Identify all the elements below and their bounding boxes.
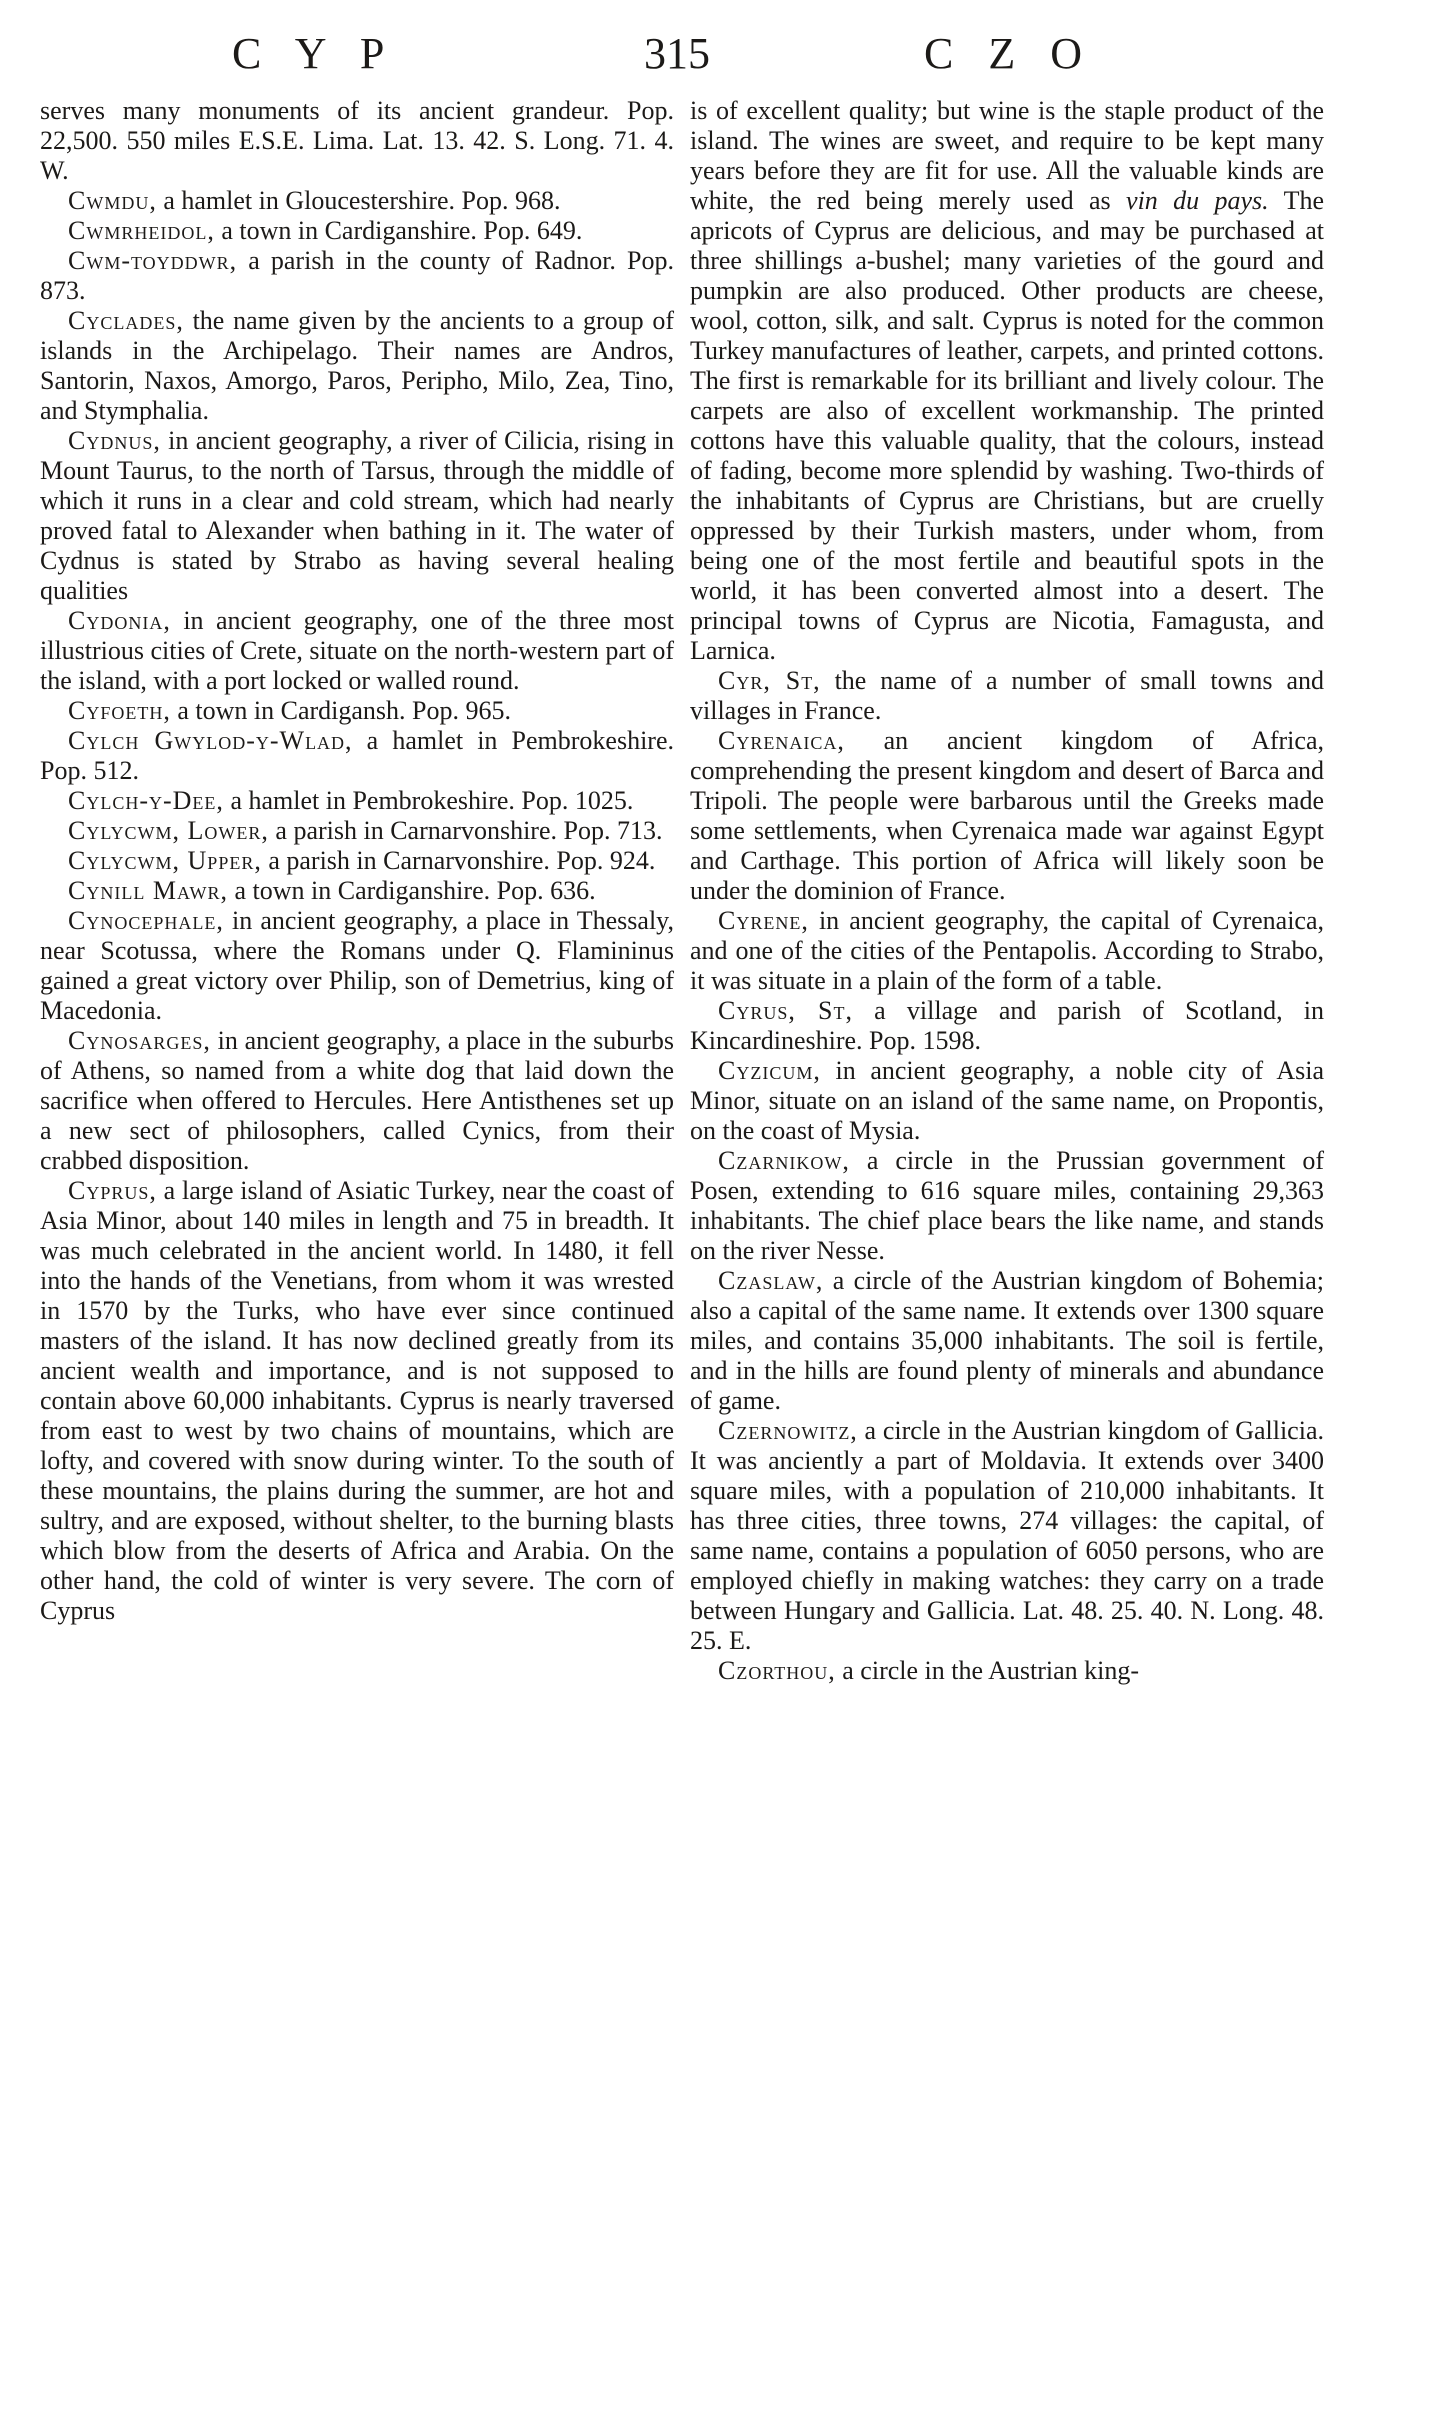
- entry-cwmrheidol: [40, 216, 674, 246]
- headword: Cynosarges,: [68, 1026, 211, 1055]
- italic-phrase: vin du pays.: [1126, 186, 1269, 215]
- headword: Cyrene,: [718, 906, 809, 935]
- headword: Czernowitz,: [718, 1416, 858, 1445]
- headword: Cwmrheidol,: [68, 216, 215, 245]
- entry-text: an ancient kingdom of Africa, comprehending the present kingdom and desert of Barca and Tripoli. The people were barbarous until the Greeks made some settlements, when Cyrenaica made war against Egypt and Carthage. This portion of Africa will likely soon be under the dominion of France.: [690, 726, 1324, 905]
- entry-text: a hamlet in Pembrokeshire. Pop. 512.: [40, 726, 674, 785]
- entry-continuation: [40, 96, 674, 186]
- entry-cynosarges: [40, 1026, 674, 1176]
- entry-text: a circle in the Prussian government of Posen, extending to 616 square miles, containing 29,363 inhabitants. The chief place bears the like name, and stands on the river Nesse.: [690, 1146, 1324, 1265]
- headword: Cylycwm, Lower,: [68, 816, 269, 845]
- entry-cylycwm-upper: [40, 846, 674, 876]
- entry-cydnus: [40, 426, 674, 606]
- headword: Cwm-toyddwr,: [68, 246, 238, 275]
- headword: Cylch-y-Dee,: [68, 786, 224, 815]
- entry-cyzicum: [690, 1056, 1324, 1146]
- entry-cyfoeth: [40, 696, 674, 726]
- running-head: [0, 28, 1436, 88]
- entry-text: serves many monuments of its ancient grandeur. Pop. 22,500. 550 miles E.S.E. Lima. Lat. 13. 42. S. Long. 71. 4. W.: [40, 96, 674, 185]
- entry-cwmdu: [40, 186, 674, 216]
- entry-cyclades: [40, 306, 674, 426]
- entry-text: a parish in the county of Radnor. Pop. 873.: [40, 246, 674, 305]
- headword: Cyrus, St,: [718, 996, 853, 1025]
- headword: Cylch Gwylod-y-Wlad,: [68, 726, 353, 755]
- headword: Cydonia,: [68, 606, 171, 635]
- headword: Czorthou,: [718, 1656, 836, 1685]
- entry-text: in ancient geography, a river of Cilicia, rising in Mount Taurus, to the north of Tarsus, through the middle of which it runs in a clear and cold stream, which had nearly proved fatal to Alexander when bathing in it. The water of Cydnus is stated by Strabo as having several healing qualities: [40, 426, 674, 605]
- entry-text: a town in Cardigansh. Pop. 965.: [170, 696, 511, 725]
- entry-text: a town in Cardiganshire. Pop. 636.: [228, 876, 596, 905]
- entry-cyr-st: [690, 666, 1324, 726]
- right-column: [690, 96, 1324, 1686]
- headword: Cynill Mawr,: [68, 876, 228, 905]
- entry-cyrene: [690, 906, 1324, 996]
- entry-text: a circle in the Austrian king-: [835, 1656, 1140, 1685]
- entry-czorthou: [690, 1656, 1324, 1686]
- entry-cylycwm-lower: [40, 816, 674, 846]
- entry-text: in ancient geography, one of the three most illustrious cities of Crete, situate on the north-western part of the island, with a port locked or walled round.: [40, 606, 674, 695]
- entry-text: the name of a number of small towns and villages in France.: [690, 666, 1324, 725]
- entry-text: a parish in Carnarvonshire. Pop. 713.: [268, 816, 663, 845]
- left-column: [40, 96, 674, 1626]
- headword: Cyprus,: [68, 1176, 157, 1205]
- entry-cyprus-continued: [690, 96, 1324, 666]
- headword: Czaslaw,: [718, 1266, 824, 1295]
- entry-text: in ancient geography, a noble city of Asia Minor, situate on an island of the same name, on Propontis, on the coast of Mysia.: [690, 1056, 1324, 1145]
- entry-text: a village and parish of Scotland, in Kincardineshire. Pop. 1598.: [690, 996, 1324, 1055]
- running-head-right: C Z O: [924, 29, 1082, 78]
- headword: Czarnikow,: [718, 1146, 850, 1175]
- entry-text: a circle in the Austrian kingdom of Gallicia. It was anciently a part of Moldavia. It extends over 3400 square miles, with a population of 210,000 inhabitants. It has three cities, three towns, 274 villages: the capital, of same name, contains a population of 6050 persons, who are employed chiefly in making watches: they carry on a trade between Hungary and Gallicia. Lat. 48. 25. 40. N. Long. 48. 25. E.: [690, 1416, 1324, 1655]
- entry-cynocephale: [40, 906, 674, 1026]
- entry-text: a circle of the Austrian kingdom of Bohemia; also a capital of the same name. It extends over 1300 square miles, and contains 35,000 inhabitants. The soil is fertile, and in the hills are found plenty of minerals and abundance of game.: [690, 1266, 1324, 1415]
- running-head-left: C Y P: [232, 29, 385, 78]
- headword: Cyfoeth,: [68, 696, 171, 725]
- entry-text: is of excellent quality; but wine is the staple product of the island. The wines are sweet, and require to be kept many years before they are fit for use. All the valuable kinds are white, the red being merely used as: [690, 96, 1324, 215]
- entry-text: a hamlet in Pembrokeshire. Pop. 1025.: [223, 786, 634, 815]
- entry-cylch-gwylod: [40, 726, 674, 786]
- headword: Cydnus,: [68, 426, 161, 455]
- entry-text: a parish in Carnarvonshire. Pop. 924.: [261, 846, 656, 875]
- headword: Cynocephale,: [68, 906, 224, 935]
- headword: Cylycwm, Upper,: [68, 846, 262, 875]
- entry-cydonia: [40, 606, 674, 696]
- headword: Cwmdu,: [68, 186, 157, 215]
- entry-cyrenaica: [690, 726, 1324, 906]
- headword: Cyclades,: [68, 306, 184, 335]
- entry-cyprus: [40, 1176, 674, 1626]
- entry-czarnikow: [690, 1146, 1324, 1266]
- entry-text: a hamlet in Gloucestershire. Pop. 968.: [156, 186, 561, 215]
- entry-text: a town in Cardiganshire. Pop. 649.: [214, 216, 583, 245]
- headword: Cyrenaica,: [718, 726, 845, 755]
- entry-cylch-y-dee: [40, 786, 674, 816]
- entry-text: in ancient geography, the capital of Cyrenaica, and one of the cities of the Pentapolis. According to Strabo, it was situate in a plain of the form of a table.: [690, 906, 1324, 995]
- entry-text: the name given by the ancients to a group of islands in the Archipelago. Their names are Andros, Santorin, Naxos, Amorgo, Paros, Peripho, Milo, Zea, Tino, and Stymphalia.: [40, 306, 674, 425]
- entry-czaslaw: [690, 1266, 1324, 1416]
- entry-cyrus-st: [690, 996, 1324, 1056]
- entry-text-after: The apricots of Cyprus are delicious, and may be purchased at three shillings a-bushel; many varieties of the gourd and pumpkin are also produced. Other products are cheese, wool, cotton, silk, and salt. Cyprus is noted for the common Turkey manufactures of leather, carpets, and printed cottons. The first is remarkable for its brilliant and lively colour. The carpets are also of excellent workmanship. The printed cottons have this valuable quality, that the colours, instead of fading, become more splendid by washing. Two-thirds of the inhabitants of Cyprus are Christians, but are cruelly oppressed by their Turkish masters, under whom, from being one of the most fertile and beautiful spots in the world, it has been converted almost into a desert. The principal towns of Cyprus are Nicotia, Famagusta, and Larnica.: [690, 186, 1325, 665]
- headword: Cyzicum,: [718, 1056, 821, 1085]
- entry-text: a large island of Asiatic Turkey, near the coast of Asia Minor, about 140 miles in length and 75 in breadth. It was much celebrated in the ancient world. In 1480, it fell into the hands of the Venetians, from whom it was wrested in 1570 by the Turks, who have ever since continued masters of the island. It has now declined greatly from its ancient wealth and importance, and is not supposed to contain above 60,000 inhabitants. Cyprus is nearly traversed from east to west by two chains of mountains, which are lofty, and covered with snow during winter. To the south of these mountains, the plains during the summer, are hot and sultry, and are exposed, without shelter, to the burning blasts which blow from the deserts of Africa and Arabia. On the other hand, the cold of winter is very severe. The corn of Cyprus: [40, 1176, 674, 1625]
- page-number: 315: [644, 29, 710, 78]
- entry-cynill-mawr: [40, 876, 674, 906]
- entry-cwm-toyddwr: [40, 246, 674, 306]
- entry-text: in ancient geography, a place in the suburbs of Athens, so named from a white dog that laid down the sacrifice when offered to Hercules. Here Antisthenes set up a new sect of philosophers, called Cynics, from their crabbed disposition.: [40, 1026, 674, 1175]
- entry-text: in ancient geography, a place in Thessaly, near Scotussa, where the Romans under Q. Flamininus gained a great victory over Philip, son of Demetrius, king of Macedonia.: [40, 906, 674, 1025]
- headword: Cyr, St,: [718, 666, 821, 695]
- entry-czernowitz: [690, 1416, 1324, 1656]
